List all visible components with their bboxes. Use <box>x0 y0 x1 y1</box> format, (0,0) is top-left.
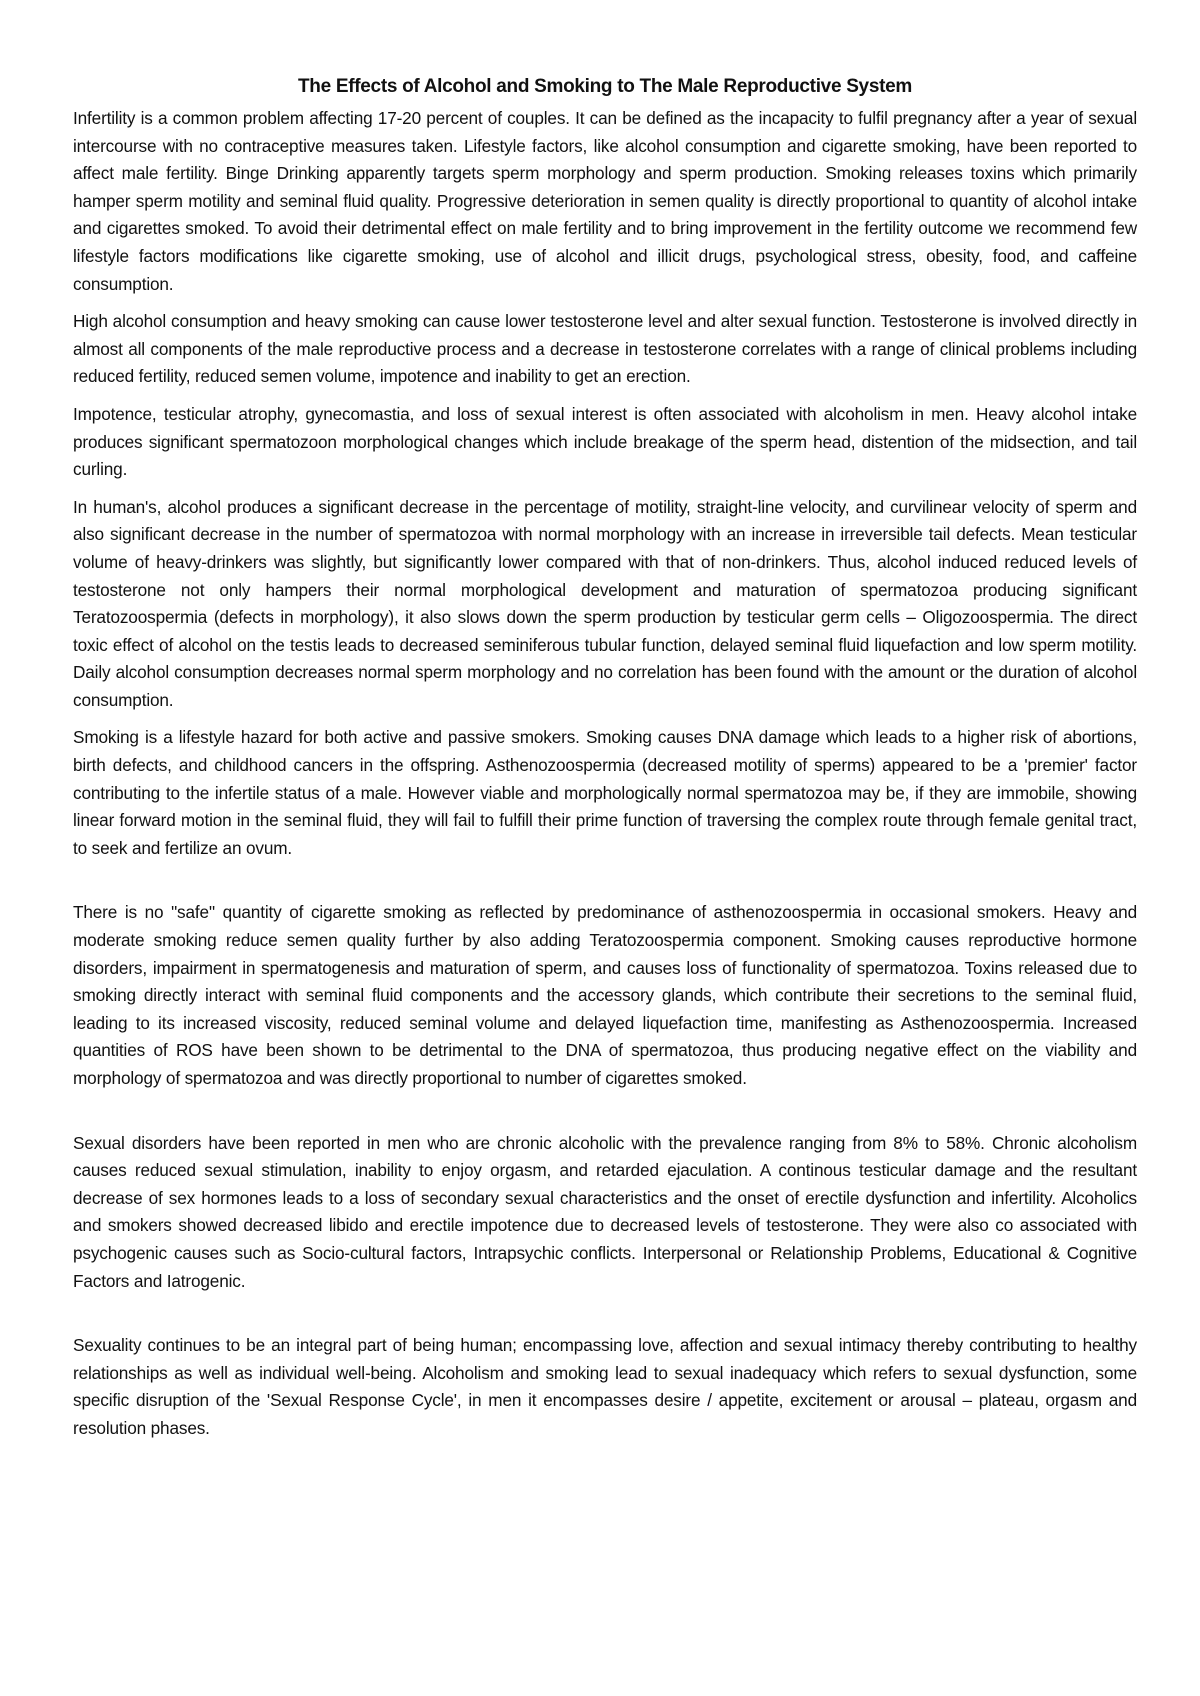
document-page <box>73 74 1137 1453</box>
paragraph-sexual-disorders: Sexual disorders have been reported in men who are chronic alcoholic with the prevalence ranging from 8% to 58%. Chronic alcoholism causes reduced sexual stimulation, inability to enjoy orgasm, and retarded ejaculation. A continous testicular damage and the resultant decrease of sex hormones leads to a loss of secondary sexual characteristics and the onset of erectile dysfunction and infertility. Alcoholics and smokers showed decreased libido and erectile impotence due to decreased levels of testosterone. They were also co associated with psychogenic causes such as Socio-cultural factors, Intrapsychic conflicts. Interpersonal or Relationship Problems, Educational & Cognitive Factors and Iatrogenic. <box>73 1132 1137 1291</box>
paragraph-no-safe-quantity: There is no "safe" quantity of cigarette smoking as reflected by predominance of asthenozoospermia in occasional smokers. Heavy and moderate smoking reduce semen quality further by also adding Teratozoospermia component. Smoking causes reproductive hormone disorders, impairment in spermatogenesis and maturation of sperm, and causes loss of functionality of spermatozoa. Toxins released due to smoking directly interact with seminal fluid components and the accessory glands, which contribute their secretions to the seminal fluid, leading to its increased viscosity, reduced seminal volume and delayed liquefaction time, manifesting as Asthenozoospermia. Increased quantities of ROS have been shown to be detrimental to the DNA of spermatozoa, thus producing negative effect on the viability and morphology of spermatozoa and was directly proportional to number of cigarettes smoked. <box>73 902 1137 1088</box>
document-title: The Effects of Alcohol and Smoking to The Male Reproductive System <box>298 76 912 97</box>
paragraph-sexuality: Sexuality continues to be an integral part of being human; encompassing love, affection and sexual intimacy thereby contributing to healthy relationships as well as individual well-being. Alcoholism and smoking lead to sexual inadequacy which refers to sexual dysfunction, some specific disruption of the 'Sexual Response Cycle', in men it encompasses desire / appetite, excitement or arousal – plateau, orgasm and resolution phases. <box>73 1335 1137 1438</box>
paragraph-smoking-hazard: Smoking is a lifestyle hazard for both active and passive smokers. Smoking causes DNA damage which leads to a higher risk of abortions, birth defects, and childhood cancers in the offspring. Asthenozoospermia (decreased motility of sperms) appeared to be a 'premier' factor contributing to the infertile status of a male. However viable and morphologically normal spermatozoa may be, if they are immobile, showing linear forward motion in the seminal fluid, they will fail to fulfill their prime function of traversing the complex route through female genital tract, to seek and fertilize an ovum. <box>73 727 1137 858</box>
paragraph-alcohol-sperm: In human's, alcohol produces a significant decrease in the percentage of motility, straight-line velocity, and curvilinear velocity of sperm and also significant decrease in the number of spermatozoa with normal morphology with an increase in irreversible tail defects. Mean testicular volume of heavy-drinkers was slightly, but significantly lower compared with that of non-drinkers. Thus, alcohol induced reduced levels of testosterone not only hampers their normal morphological development and maturation of spermatozoa producing significant Teratozoospermia (defects in morphology), it also slows down the sperm production by testicular germ cells – Oligozoospermia. The direct toxic effect of alcohol on the testis leads to decreased seminiferous tubular function, delayed seminal fluid liquefaction and low sperm motility. Daily alcohol consumption decreases normal sperm morphology and no correlation has been found with the amount or the duration of alcohol consumption. <box>73 496 1137 710</box>
paragraph-testosterone: High alcohol consumption and heavy smoking can cause lower testosterone level and alter sexual function. Testosterone is involved directly in almost all components of the male reproductive process and a decrease in testosterone correlates with a range of clinical problems including reduced fertility, reduced semen volume, impotence and inability to get an erection. <box>73 311 1137 387</box>
paragraph-impotence: Impotence, testicular atrophy, gynecomastia, and loss of sexual interest is often associated with alcoholism in men. Heavy alcohol intake produces significant spermatozoon morphological changes which include breakage of the sperm head, distention of the midsection, and tail curling. <box>73 403 1137 480</box>
paragraph-infertility-intro: Infertility is a common problem affecting 17-20 percent of couples. It can be defined as the incapacity to fulfil pregnancy after a year of sexual intercourse with no contraceptive measures taken. Lifestyle factors, like alcohol consumption and cigarette smoking, have been reported to affect male fertility. Binge Drinking apparently targets sperm morphology and sperm production. Smoking releases toxins which primarily hamper sperm motility and seminal fluid quality. Progressive deterioration in semen quality is directly proportional to quantity of alcohol intake and cigarettes smoked. To avoid their detrimental effect on male fertility and to bring improvement in the fertility outcome we recommend few lifestyle factors modifications like cigarette smoking, use of alcohol and illicit drugs, psychological stress, obesity, food, and caffeine consumption. <box>73 108 1137 294</box>
